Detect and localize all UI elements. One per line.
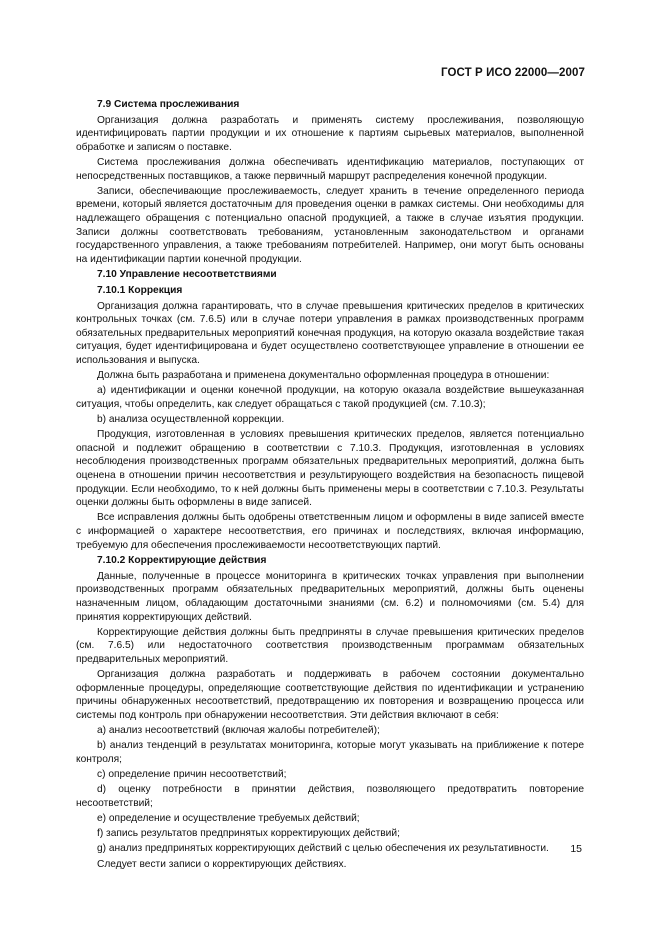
- list-item: b) анализа осуществленной коррекции.: [97, 414, 285, 426]
- section-heading-7-10: 7.10 Управление несоответствиями: [97, 269, 277, 281]
- list-item: a) анализ несоответствий (включая жалобы потребителей);: [97, 725, 380, 737]
- paragraph: Продукция, изготовленная в условиях превышения критических пределов, является потенциально опасной и подлежит обращению в соответствии с 7.10.3. Продукция, изготовленная в условиях несоблюдения производственных программ обязательных предварительных мероприятий, должна быть оценена в отношении причин несоответствия и результирующего воздействия на безопасность пищевой продукции. Если необходимо, то к ней должны быть применены меры в соответствии с 7.10.3. Результаты оценки должны быть оформлены в виде записей.: [76, 429, 584, 509]
- list-item: a) идентификации и оценки конечной продукции, на которую оказала воздействие вышеуказанная ситуация, чтобы определить, как следует обращаться с такой продукцией (см. 7.10.3);: [76, 385, 584, 410]
- document-header-id: ГОСТ Р ИСО 22000—2007: [440, 67, 585, 79]
- list-item: f) запись результатов предпринятых корректирующих действий;: [97, 828, 400, 840]
- list-item: g) анализ предпринятых корректирующих действий с целью обеспечения их результативности.: [97, 843, 549, 855]
- list-item: e) определение и осуществление требуемых действий;: [97, 813, 360, 824]
- paragraph: Организация должна гарантировать, что в случае превышения критических пределов в критических контрольных точках (см. 7.6.5) или в случае потери управления в рамках производственных программ обязательных предварительных мероприятий конечная продукция, на которую оказала воздействие такая ситуация, будет идентифицирована и будет осуществлено соответствующее управление в отношении ее использования и выпуска.: [76, 300, 584, 366]
- paragraph: Корректирующие действия должны быть предприняты в случае превышения критических пределов (см. 7.6.5) или недостаточного соответствия производственным программам обязательных предварительных мероприятий.: [76, 626, 584, 665]
- subsection-heading-7-10-1: 7.10.1 Коррекция: [97, 284, 183, 296]
- paragraph: Система прослеживания должна обеспечивать идентификацию материалов, поступающих от непосредственных поставщиков, а также первичный маршрут распределения конечной продукции.: [76, 156, 584, 182]
- list-item: d) оценку потребности в принятии действия, позволяющего предотвратить повторение несоответствий;: [76, 784, 584, 809]
- document-body: [76, 96, 584, 873]
- paragraph: Должна быть разработана и применена документально оформленная процедура в отношении:: [97, 370, 550, 382]
- subsection-heading-7-10-2: 7.10.2 Корректирующие действия: [97, 555, 267, 567]
- section-heading-7-9: 7.9 Система прослеживания: [97, 99, 240, 110]
- paragraph: Организация должна разработать и поддерживать в рабочем состоянии документально оформленные процедуры, определяющие соответствующие действия по идентификации и устранению причины обнаруженных несоответствий, предотвращению их повторения и возвращению процесса или системы под контроль при обнаружении несоответствия. Эти действия включают в себя:: [76, 669, 584, 721]
- page-number: 15: [570, 843, 582, 855]
- paragraph: Организация должна разработать и применять систему прослеживания, позволяющую идентифицировать партии продукции и их отношение к партиям сырьевых материалов, выполненной обработке и записям о поставке.: [76, 114, 584, 153]
- list-item: b) анализ тенденций в результатах мониторинга, которые могут указывать на приближение к потере контроля;: [76, 740, 584, 765]
- paragraph: Все исправления должны быть одобрены ответственным лицом и оформлены в виде записей вместе с информацией о характере несоответствия, его причинах и последствиях, включая информацию, требуемую для обеспечения прослеживаемости несоответствующих партий.: [76, 512, 584, 551]
- paragraph: Данные, полученные в процессе мониторинга в критических точках управления при выполнении производственных программ обязательных предварительных мероприятий, должны быть оценены назначенным лицом, обладающим достаточными знаниями (см. 6.2) и полномочиями (см. 5.4) для принятия корректирующих действий.: [76, 570, 584, 623]
- list-item: c) определение причин несоответствий;: [97, 769, 287, 781]
- paragraph: Записи, обеспечивающие прослеживаемость, следует хранить в течение определенного периода времени, который является достаточным для проведения оценки в рамках системы. Они необходимы для надлежащего обращения с потенциально опасной продукцией, а также в случае изъятия продукции. Записи должны соответствовать требованиям, установленным законодательством и органами государственного управления, а также требованиям потребителей. Например, они могут быть основаны на идентификации партии конечной продукции.: [76, 185, 584, 265]
- paragraph: Следует вести записи о корректирующих действиях.: [97, 858, 347, 870]
